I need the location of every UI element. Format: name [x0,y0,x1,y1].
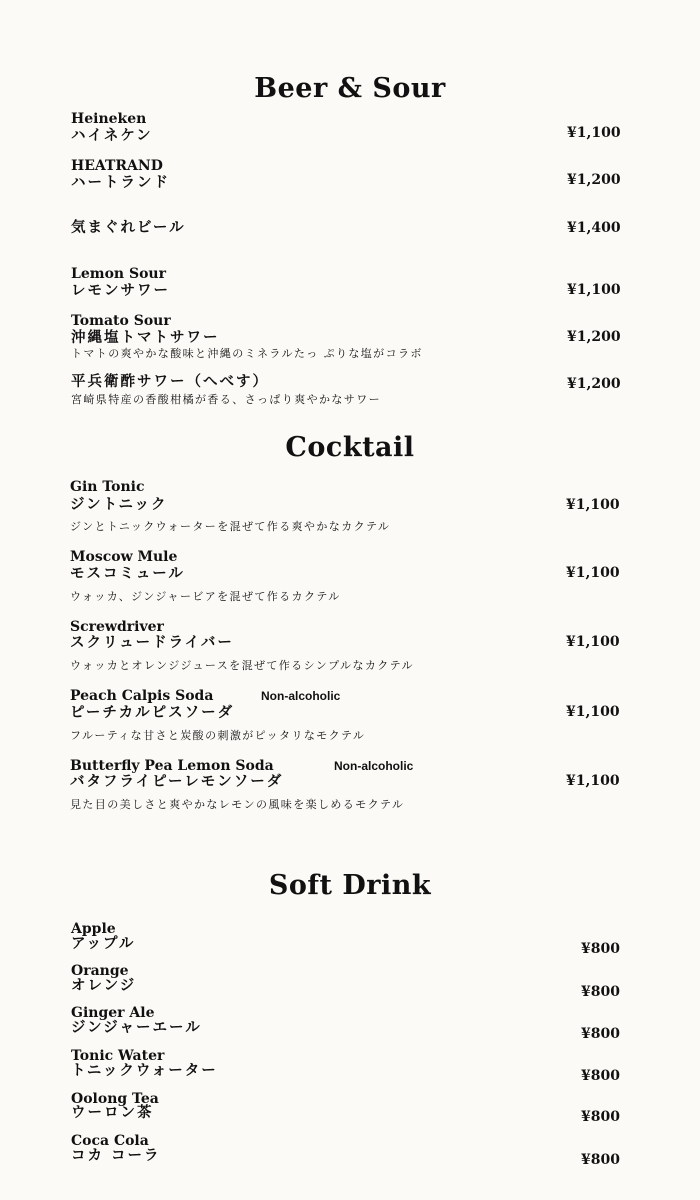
item-price: ¥1,200 [567,329,621,345]
item-price: ¥800 [581,1109,620,1125]
item-price: ¥800 [581,1152,620,1168]
item-price: ¥800 [581,984,620,1000]
item-price: ¥800 [581,1068,620,1084]
item-name-ja: ハイネケン [71,127,153,144]
item-name-en: Peach Calpis Soda [70,688,214,704]
item-name-en: Tonic Water [71,1048,165,1064]
section-title-soft-drink: Soft Drink [268,870,432,901]
item-price: ¥1,100 [566,634,620,650]
item-name-ja: アップル [71,935,136,952]
item-name-en: Oolong Tea [71,1091,159,1107]
item-price: ¥800 [581,1026,620,1042]
item-price: ¥1,100 [566,773,620,789]
item-name-ja: レモンサワー [71,282,170,299]
item-name-ja: 気まぐれビール [71,219,186,236]
item-name-en: HEATRAND [71,158,163,174]
item-name-ja: スクリュードライバー [70,634,234,651]
item-name-en: Ginger Ale [71,1005,155,1021]
item-price: ¥1,100 [566,565,620,581]
item-price: ¥800 [581,941,620,957]
item-price: ¥1,100 [567,282,621,298]
item-name-ja: オレンジ [71,977,137,994]
item-description: ジンとトニックウォーターを混ぜて作る爽やかなカクテル [70,520,391,533]
item-name-en: Coca Cola [71,1133,149,1149]
item-name-en: Gin Tonic [70,479,145,495]
item-name-ja: コカ コーラ [71,1147,161,1164]
item-description: ウォッカ、ジンジャービアを混ぜて作るカクテル [70,590,341,603]
item-name-en: Heineken [71,111,147,127]
item-description: ウォッカとオレンジジュースを混ぜて作るシンプルなカクテル [70,659,414,672]
item-name-en: Tomato Sour [71,313,171,329]
item-name-ja: ジンジャーエール [71,1019,202,1036]
item-name-ja: ピーチカルピスソーダ [70,704,235,721]
item-description: フルーティな甘さと炭酸の刺激がピッタリなモクテル [70,729,366,742]
item-name-en: Butterfly Pea Lemon Soda [70,758,274,774]
item-name-ja: 沖縄塩トマトサワー [71,329,220,346]
item-name-ja: トニックウォーター [71,1062,218,1079]
item-name-ja: ハートランド [71,174,170,191]
item-price: ¥1,400 [567,220,621,236]
item-name-ja: モスコミュール [70,565,185,582]
item-price: ¥1,100 [566,497,620,513]
item-name-ja: ジントニック [70,496,168,513]
section-title-cocktail: Cocktail [285,432,415,463]
item-name-en: Screwdriver [70,619,164,635]
item-name-ja: 平兵衛酢サワー（へべす） [71,373,269,390]
item-price: ¥1,100 [566,704,620,720]
item-description: トマトの爽やかな酸味と沖縄のミネラルたっ ぷりな塩がコラボ [71,347,423,360]
item-name-ja: ウーロン茶 [71,1104,154,1121]
item-name-en: Orange [71,963,129,979]
section-title-beer-sour: Beer & Sour [254,73,446,104]
item-name-ja: バタフライピーレモンソーダ [70,773,284,790]
item-description: 見た目の美しさと爽やかなレモンの風味を楽しめるモクテル [70,798,405,811]
item-price: ¥1,200 [567,376,621,392]
item-name-en: Lemon Sour [71,266,166,282]
item-description: 宮崎県特産の香酸柑橘が香る、さっぱり爽やかなサワー [71,393,381,406]
item-price: ¥1,100 [567,125,621,141]
item-price: ¥1,200 [567,172,621,188]
non-alcoholic-label: Non-alcoholic [334,759,414,773]
item-name-en: Apple [71,921,116,937]
non-alcoholic-label: Non-alcoholic [261,689,341,703]
item-name-en: Moscow Mule [70,549,178,565]
